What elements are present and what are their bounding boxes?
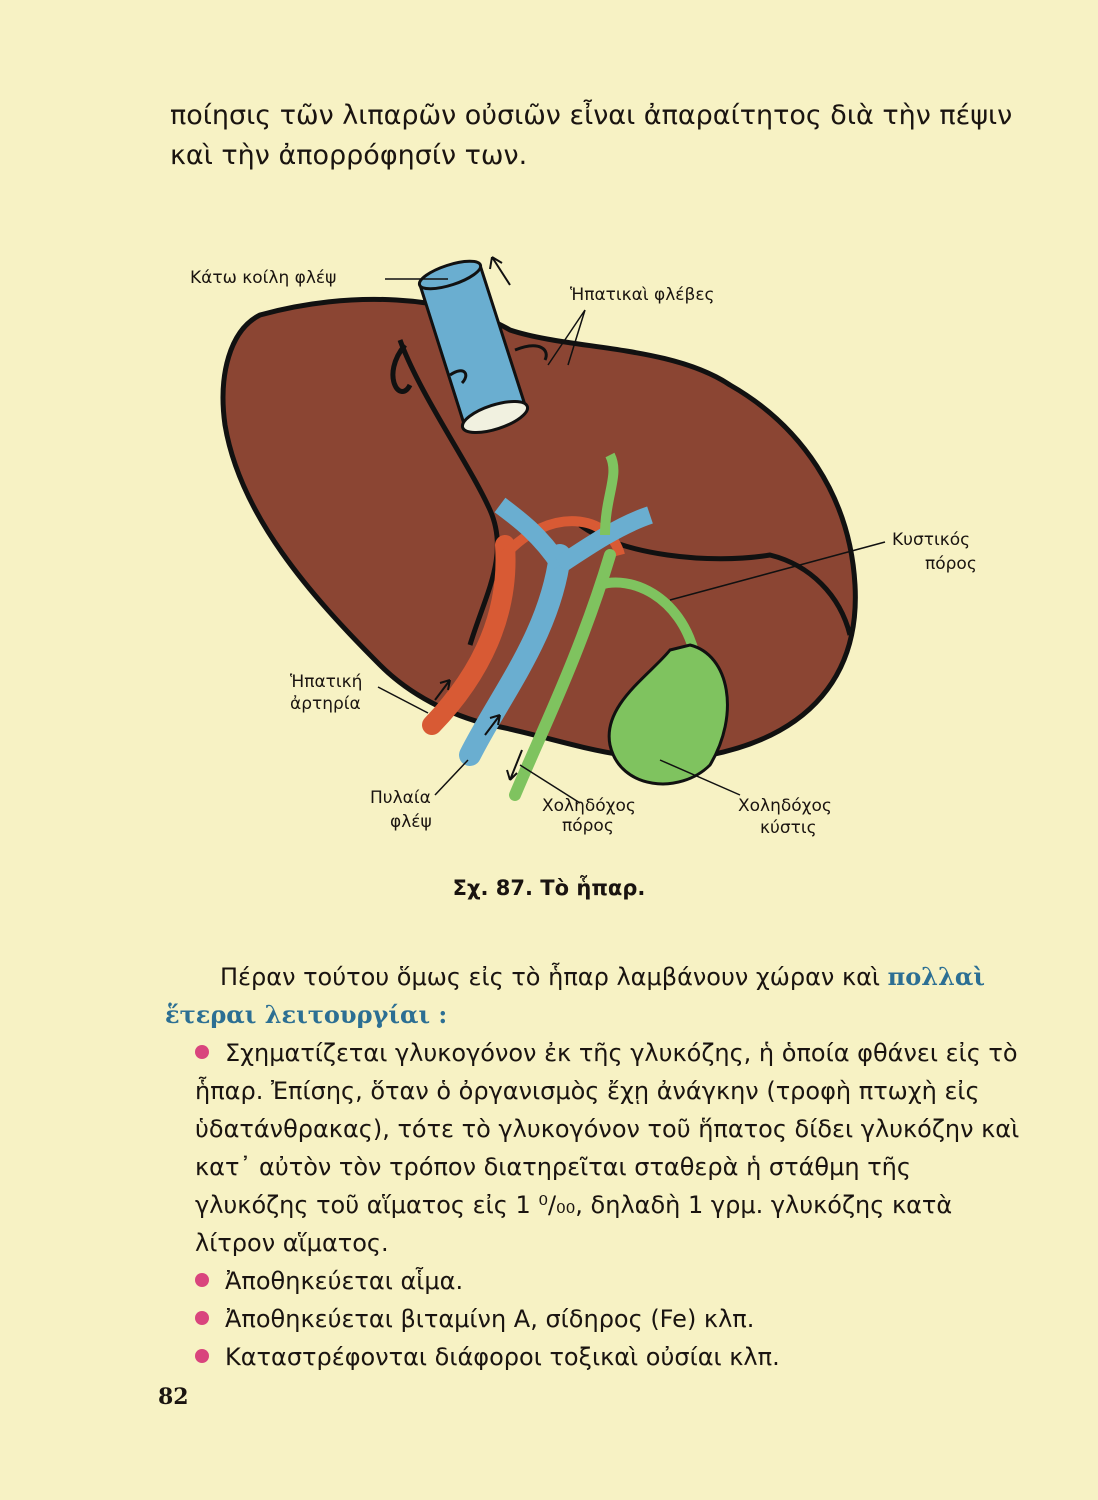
bullet-dot-icon	[195, 1045, 209, 1059]
label-hepatic-veins: Ἡπατικαὶ φλέβες	[570, 285, 715, 305]
label-hepatic-artery-2: ἀρτηρία	[290, 694, 361, 714]
label-portal-vein-2: φλέψ	[390, 812, 432, 832]
bullet-item	[165, 1034, 1025, 1262]
bullet-text: Σχηματίζεται γλυκογόνον ἐκ τῆς γλυκόζης, ἡ ὁποία φθάνει εἰς τὸ ἧπαρ. Ἐπίσης, ὅταν ὁ ὀργανισμὸς ἔχῃ ἀνάγκην (τροφὴ πτωχὴ εἰς ὑδατάνθρακας), τότε τὸ γλυκογόνον τοῦ ἥπατος δίδει γλυκόζην καὶ κατ᾿ αὐτὸν τὸν τρόπον διατηρεῖται σταθερὰ ἡ στάθμη τῆς γλυκόζης τοῦ αἵματος εἰς 1 ⁰/₀₀, δηλαδὴ 1 γρμ. γλυκόζης κατὰ λίτρον αἵματος.	[195, 1039, 1020, 1257]
lead-accent: πολλαὶ ἕτεραι λειτουργίαι :	[165, 962, 985, 1029]
bullet-item	[165, 1338, 1025, 1376]
bullet-text: Ἀποθηκεύεται αἷμα.	[225, 1267, 464, 1295]
bullet-item	[165, 1262, 1025, 1300]
bullet-text: Καταστρέφονται διάφοροι τοξικαὶ οὐσίαι κλπ.	[225, 1343, 780, 1371]
bullet-text: Ἀποθηκεύεται βιταμίνη Α, σίδηρος (Fe) κλπ.	[225, 1305, 755, 1333]
label-gallbladder-1: Χοληδόχος	[738, 796, 832, 816]
label-cystic-duct-2: πόρος	[925, 554, 977, 574]
page-number: 82	[158, 1384, 189, 1410]
label-bile-duct-1: Χοληδόχος	[542, 796, 636, 816]
liver-diagram	[150, 255, 1010, 855]
label-vena-cava: Κάτω κοίλη φλέψ	[190, 268, 337, 288]
label-hepatic-artery-1: Ἡπατική	[290, 672, 363, 692]
bullet-dot-icon	[195, 1349, 209, 1363]
label-cystic-duct-1: Κυστικός	[892, 530, 971, 550]
label-gallbladder-2: κύστις	[760, 818, 817, 838]
bullet-dot-icon	[195, 1273, 209, 1287]
label-bile-duct-2: πόρος	[562, 816, 614, 836]
body-text	[165, 958, 1025, 1376]
label-portal-vein-1: Πυλαία	[370, 788, 431, 808]
figure-caption: Σχ. 87. Τὸ ἧπαρ.	[452, 876, 646, 900]
lead-paragraph	[165, 958, 1025, 1034]
lead-text: Πέραν τούτου ὅμως εἰς τὸ ἧπαρ λαμβάνουν χώραν καὶ	[220, 963, 888, 991]
bullet-item	[165, 1300, 1025, 1338]
bullet-dot-icon	[195, 1311, 209, 1325]
intro-paragraph: ποίησις τῶν λιπαρῶν οὐσιῶν εἶναι ἀπαραίτητος διὰ τὴν πέψιν καὶ τὴν ἀπορρόφησίν των.	[170, 100, 1013, 171]
